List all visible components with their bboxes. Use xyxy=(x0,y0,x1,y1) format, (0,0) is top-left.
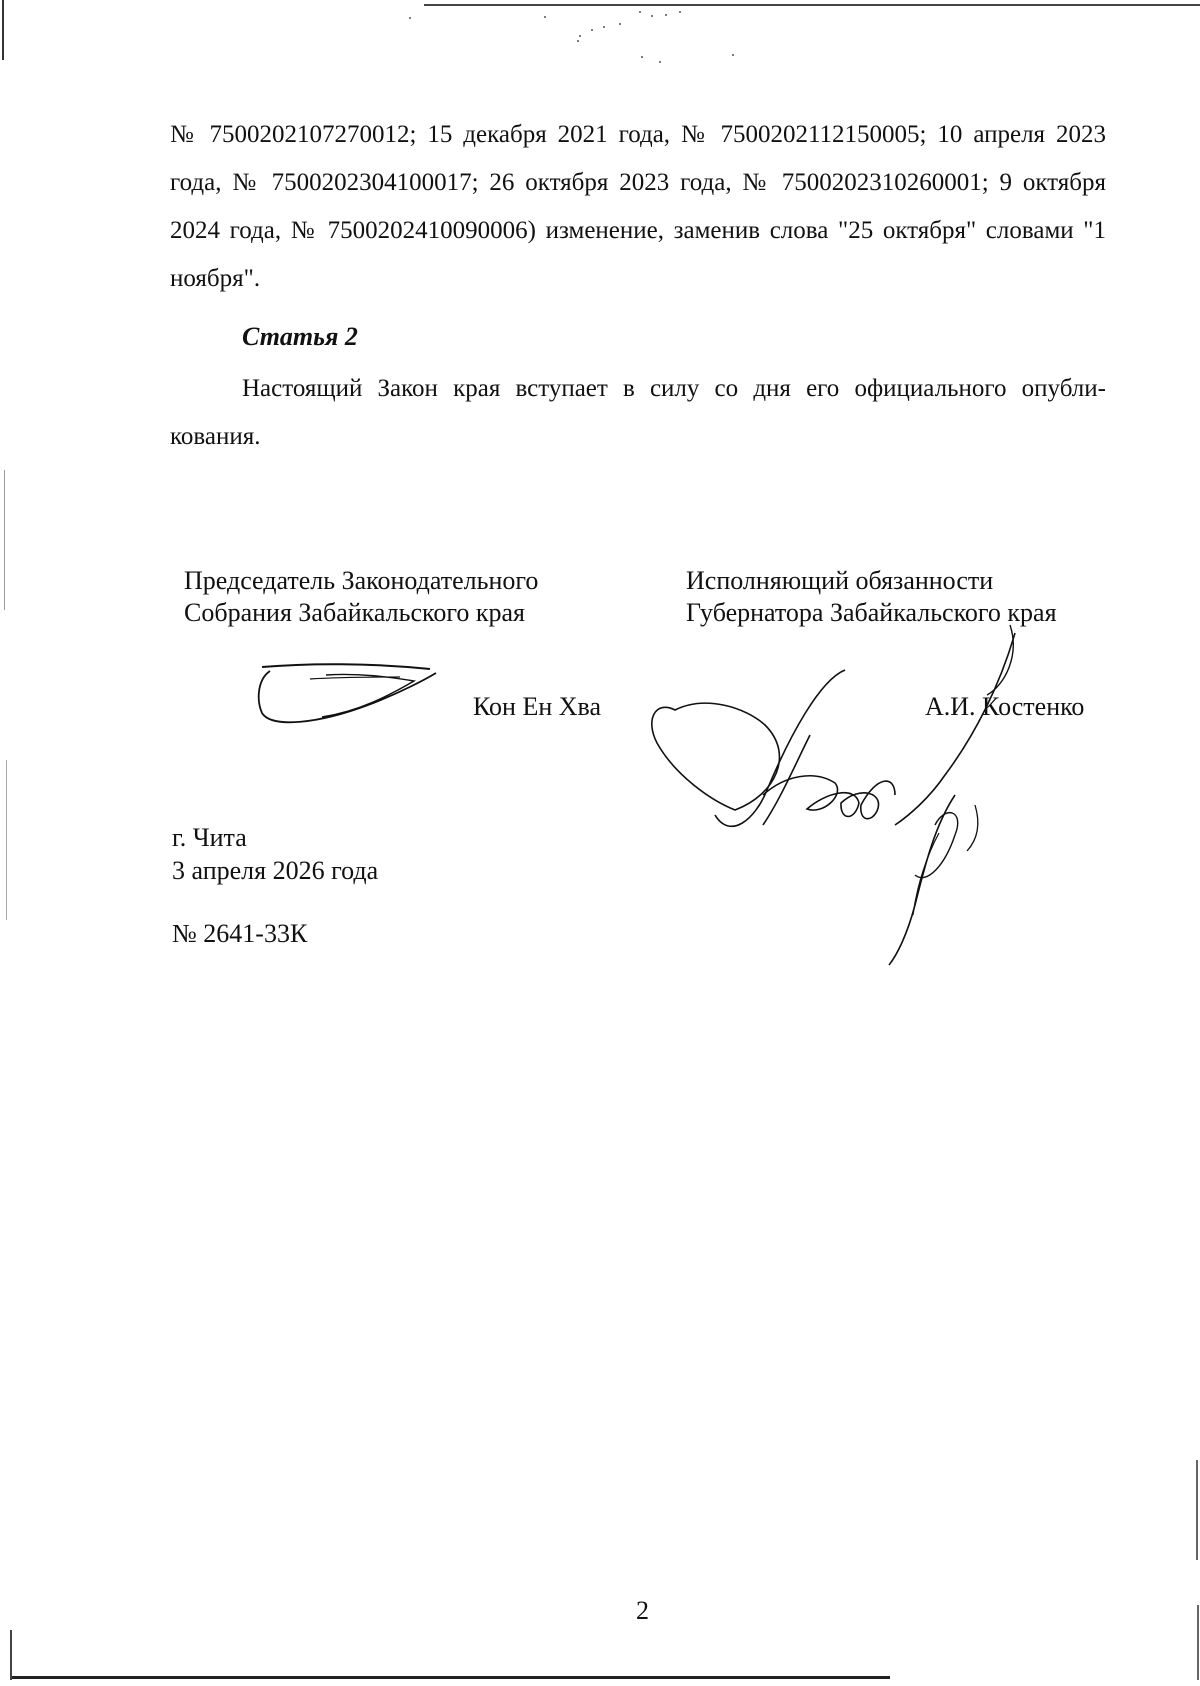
page-number: 2 xyxy=(636,1596,649,1625)
scan-edge-bottom xyxy=(10,1676,890,1679)
law-text-paragraph-1: № 7500202107270012; 15 декабря 2021 года, № 7500202112150005; 10 апреля 2023 года, № 7500202304100017; 26 октября 2023 года, № 7500202310260001; 9 октября 2024 года, № 7500202410090006) изменение, заменив слова "25 октября" словами "1 ноября". xyxy=(170,121,1106,292)
place: г. Чита xyxy=(172,823,247,852)
scan-edge-right xyxy=(1196,1460,1198,1560)
right-title-line-1: Исполняющий обязанности xyxy=(686,566,994,595)
document-number: № 2641-33К xyxy=(172,919,308,948)
scan-edge-left-lower xyxy=(4,470,5,610)
right-handwritten-signature xyxy=(645,625,1065,965)
scan-edge-right-2 xyxy=(1197,1605,1199,1680)
left-title-line-2: Собрания Забайкальского края xyxy=(184,598,525,627)
left-handwritten-signature xyxy=(250,655,450,745)
article-heading: Статья 2 xyxy=(242,322,358,351)
right-signatory-name: А.И. Костенко xyxy=(925,692,1085,721)
left-signatory-name: Кон Ен Хва xyxy=(473,692,602,721)
law-text-paragraph-2: Настоящий Закон края вступает в силу со дня его официального опубли-кования. xyxy=(170,375,1106,450)
date: 3 апреля 2026 года xyxy=(172,856,379,885)
place-and-date xyxy=(172,821,378,887)
right-title-line-2: Губернатора Забайкальского края xyxy=(686,598,1057,627)
left-signatory-title xyxy=(184,565,624,629)
right-signatory-title xyxy=(686,565,1146,629)
scan-noise xyxy=(0,0,1200,80)
left-title-line-1: Председатель Законодательного xyxy=(184,566,539,595)
scan-edge-bottom-left xyxy=(10,1630,12,1680)
scan-edge-left-lower-2 xyxy=(6,760,7,920)
